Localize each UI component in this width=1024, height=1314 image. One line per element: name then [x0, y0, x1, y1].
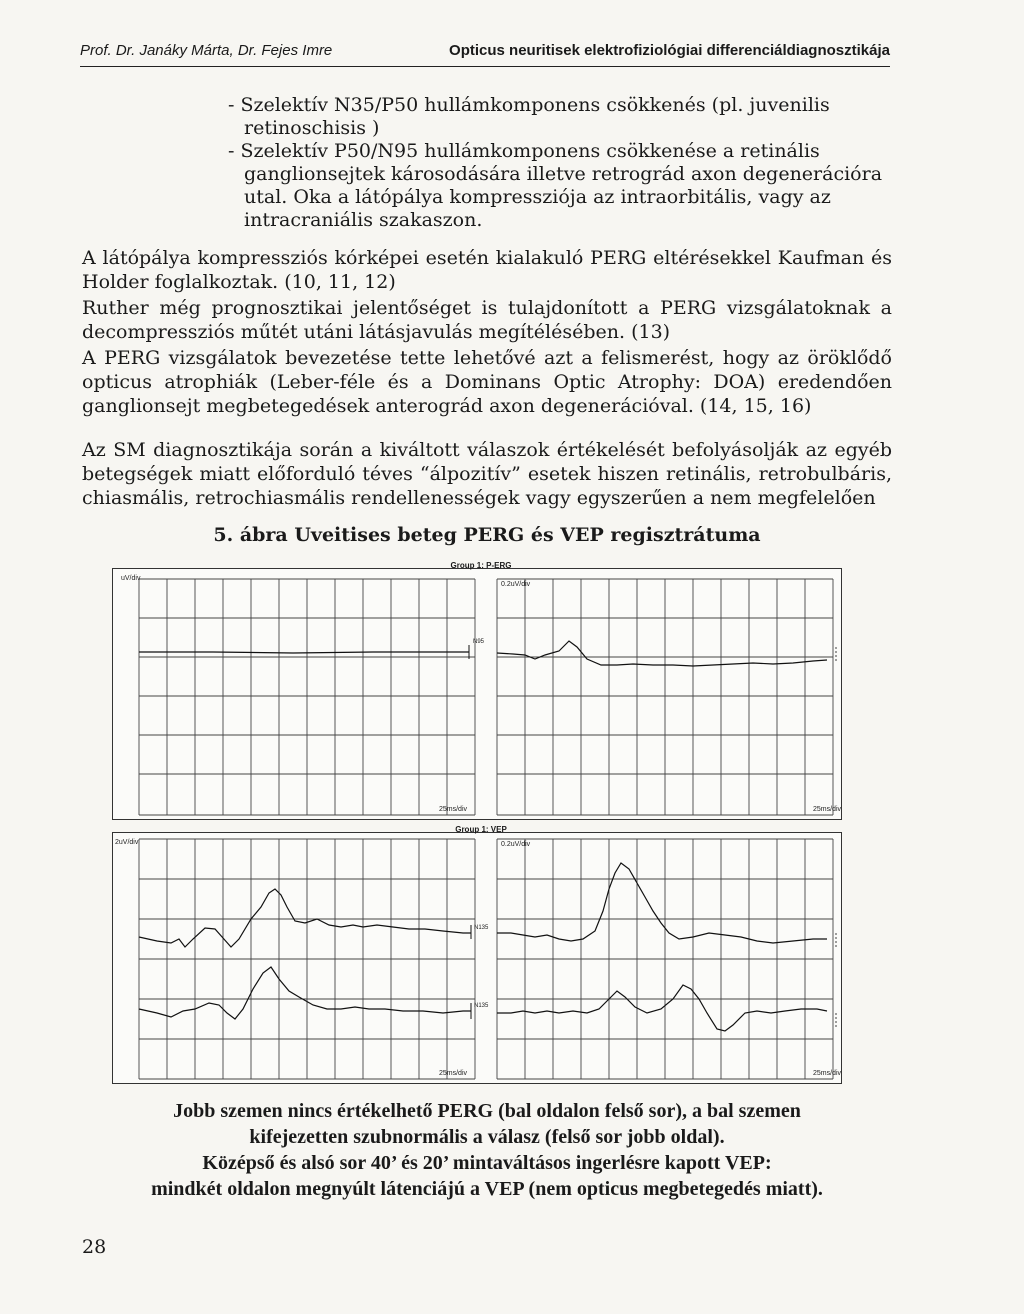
vep-left-time-scale: 25ms/div — [439, 1070, 468, 1077]
caption-line: Jobb szemen nincs értékelhető PERG (bal oldalon felső sor), a bal szemen — [173, 1100, 801, 1122]
perg-peak-label: N95 — [473, 639, 485, 645]
vep-left-amplitude-scale: 2uV/div — [115, 839, 139, 846]
vep-trace-left-20 — [497, 985, 827, 1031]
running-header — [80, 40, 890, 67]
vep-right-amplitude-scale: 0.2uV/div — [501, 841, 531, 848]
vep-right-time-scale: 25ms/div — [813, 1070, 842, 1077]
perg-trace-left-eye — [497, 641, 827, 666]
bullet-item: - Szelektív P50/N95 hullámkomponens csökkenése a retinális ganglionsejtek károsodására illetve retrográd axon degenerációra utal. Oka a látópálya kompressziója az intraorbitális, vagy az intracraniális szakaszon. — [228, 140, 883, 231]
header-title: Opticus neuritisek elektrofiziológiai differenciáldiagnosztikája — [449, 42, 890, 59]
figure-title: 5. ábra Uveitises beteg PERG és VEP regisztrátuma — [213, 524, 761, 546]
perg-right-amplitude-scale: 0.2uV/div — [501, 581, 531, 588]
page-number: 28 — [82, 1236, 107, 1258]
figure-caption — [82, 1098, 892, 1202]
vep-peak-label-row2: N135 — [474, 925, 489, 931]
vep-grid — [113, 833, 841, 1083]
caption-line: mindkét oldalon megnyúlt látenciájú a VEP (nem opticus megbetegedés miatt). — [151, 1178, 823, 1200]
perg-right-time-scale: 25ms/div — [813, 806, 842, 813]
vep-trace-right-40 — [139, 889, 471, 947]
perg-group-label: Group 1: P-ERG — [450, 561, 512, 570]
perg-left-amplitude-scale: uV/div — [121, 575, 141, 582]
vep-trace-right-20 — [139, 967, 471, 1019]
vep-peak-label-row3: N135 — [474, 1003, 489, 1009]
vep-group-label: Group 1: VEP — [455, 825, 507, 834]
perg-grid — [113, 569, 841, 819]
perg-panel — [112, 561, 842, 820]
paragraph: A látópálya kompressziós kórképei esetén kialakuló PERG eltérésekkel Kaufman és Holder foglalkoztak. (10, 11, 12) — [82, 247, 892, 293]
bullet-list — [228, 94, 898, 232]
caption-line: Középső és alsó sor 40’ és 20’ mintaváltásos ingerlésre kapott VEP: — [202, 1152, 772, 1174]
vep-trace-left-40 — [497, 863, 827, 943]
vep-panel — [112, 825, 842, 1084]
paragraph: A PERG vizsgálatok bevezetése tette lehetővé azt a felismerést, hogy az öröklődő opticus atrophiák (Leber-féle és a Dominans Optic Atrophy: DOA) eredendően ganglionsejt megbetegedések anterográd axon degenerációval. (14, 15, 16) — [82, 347, 892, 417]
header-authors: Prof. Dr. Janáky Márta, Dr. Fejes Imre — [80, 42, 333, 59]
caption-line: kifejezetten szubnormális a válasz (felső sor jobb oldal). — [249, 1126, 725, 1148]
perg-trace-right-eye — [139, 652, 469, 653]
paragraph: Az SM diagnosztikája során a kiváltott válaszok értékelését befolyásolják az egyéb betegségek miatt előforduló téves “álpozitív” esetek hiszen retinális, retrobulbáris, chiasmális, retrochiasmális rendellenességek vagy egyszerűen a nem megfelelően — [82, 439, 892, 509]
bullet-item: - Szelektív N35/P50 hullámkomponens csökkenés (pl. juvenilis retinoschisis ) — [228, 94, 830, 139]
perg-left-time-scale: 25ms/div — [439, 806, 468, 813]
paragraph: Ruther még prognosztikai jelentőséget is tulajdonított a PERG vizsgálatoknak a decompressziós műtét utáni látásjavulás megítélésében. (13) — [82, 297, 892, 343]
